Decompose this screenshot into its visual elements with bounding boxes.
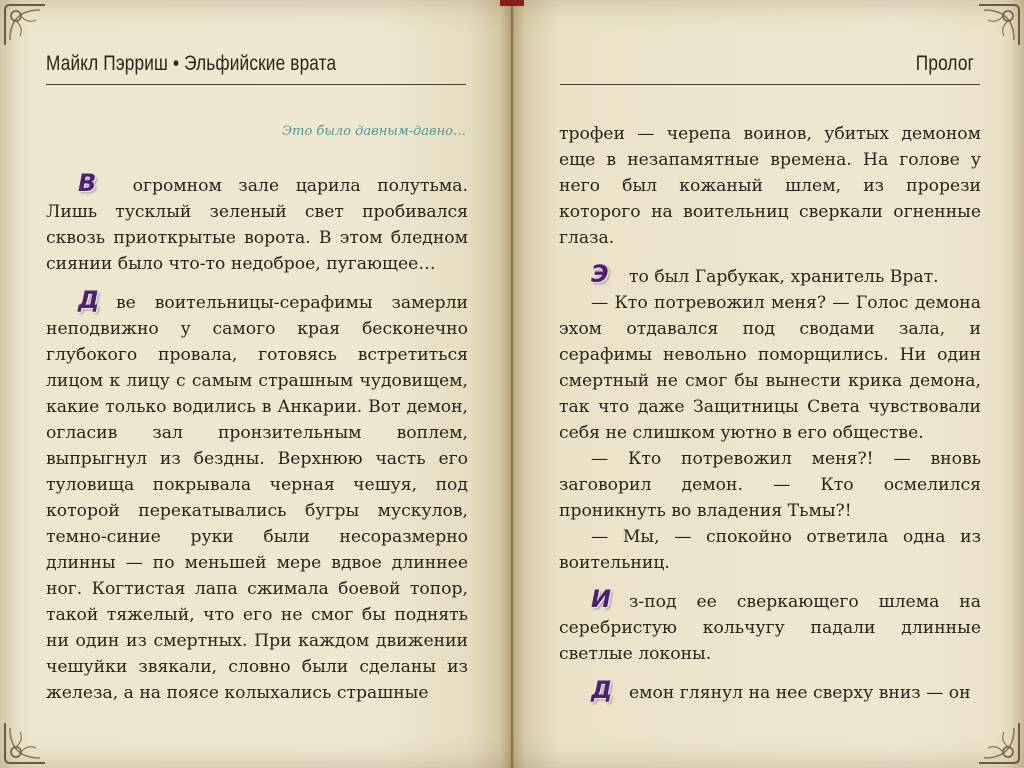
header-divider xyxy=(560,84,980,85)
drop-cap: И xyxy=(591,585,612,613)
corner-ornament-icon xyxy=(2,720,48,766)
epigraph: Это было давным-давно… xyxy=(282,124,466,139)
paragraph: — Мы, — спокойно ответила одна из воительниц. xyxy=(559,527,981,573)
drop-cap: Э xyxy=(591,260,609,288)
paragraph-text: з-под ее сверкающего шлема на серебристую кольчугу падали длинные светлые локоны. xyxy=(559,592,981,664)
bookmark-ribbon xyxy=(500,0,524,6)
paragraph xyxy=(559,261,981,290)
paragraph xyxy=(559,677,981,706)
paragraph-text: огромном зале царила полутьма. Лишь тусклый зеленый свет пробивался сквозь приоткрытые ворота. В этом бледном сиянии было что-то недоброе, пугающее… xyxy=(46,176,468,274)
paragraph-text: ве воительницы-серафимы замерли неподвижно у самого края бесконечно глубокого провала, готовясь встретиться лицом к лицу с самым страшным чудовищем, какие только водились в Анкарии. Вот демон, огласив зал пронзительным воплем, выпрыгнул из бездны. Верхнюю часть его туловища покрывала черная чешуя, под которой перекатывались бугры мускулов, темно-синие руки были несоразмерно длинны — по меньшей мере вдвое длиннее ног. Когтистая лапа сжимала боевой топор, такой тяжелый, что его не смог бы поднять ни один из смертных. При каждом движении чешуйки звякали, словно были сделаны из железа, а на поясе колыхались страшные xyxy=(46,293,468,703)
corner-ornament-icon xyxy=(2,2,48,48)
paragraph: — Кто потревожил меня?! — вновь заговорил демон. — Кто осмелился проникнуть во владения Тьмы?! xyxy=(559,449,981,521)
paragraph: — Кто потревожил меня? — Голос демона эхом отдавался под сводами зала, и серафимы невольно поморщились. Ни один смертный не смог бы вынести крика демона, так что даже Защитницы Света чувствовали себя не слишком уютно в его обществе. xyxy=(559,293,981,443)
right-page-text xyxy=(559,121,981,706)
paragraph xyxy=(46,170,468,277)
drop-cap: В xyxy=(78,169,97,197)
corner-ornament-icon xyxy=(976,720,1022,766)
paragraph xyxy=(559,586,981,667)
paragraph-text: то был Гарбукак, хранитель Врат. xyxy=(629,267,939,287)
book-title-header: Майкл Пэрриш • Эльфийские врата xyxy=(46,52,337,75)
drop-cap: Д xyxy=(591,676,613,704)
paragraph: трофеи — черепа воинов, убитых демоном еще в незапамятные времена. На голове у него был кожаный шлем, из прорези которого на воительниц сверкали огненные глаза. xyxy=(559,124,981,248)
paragraph xyxy=(46,287,468,706)
chapter-title-header: Пролог xyxy=(915,52,974,75)
header-divider xyxy=(46,84,466,85)
drop-cap: Д xyxy=(78,286,100,314)
corner-ornament-icon xyxy=(976,2,1022,48)
paragraph-text: емон глянул на нее сверху вниз — он xyxy=(629,683,971,703)
left-page-text xyxy=(46,170,468,706)
